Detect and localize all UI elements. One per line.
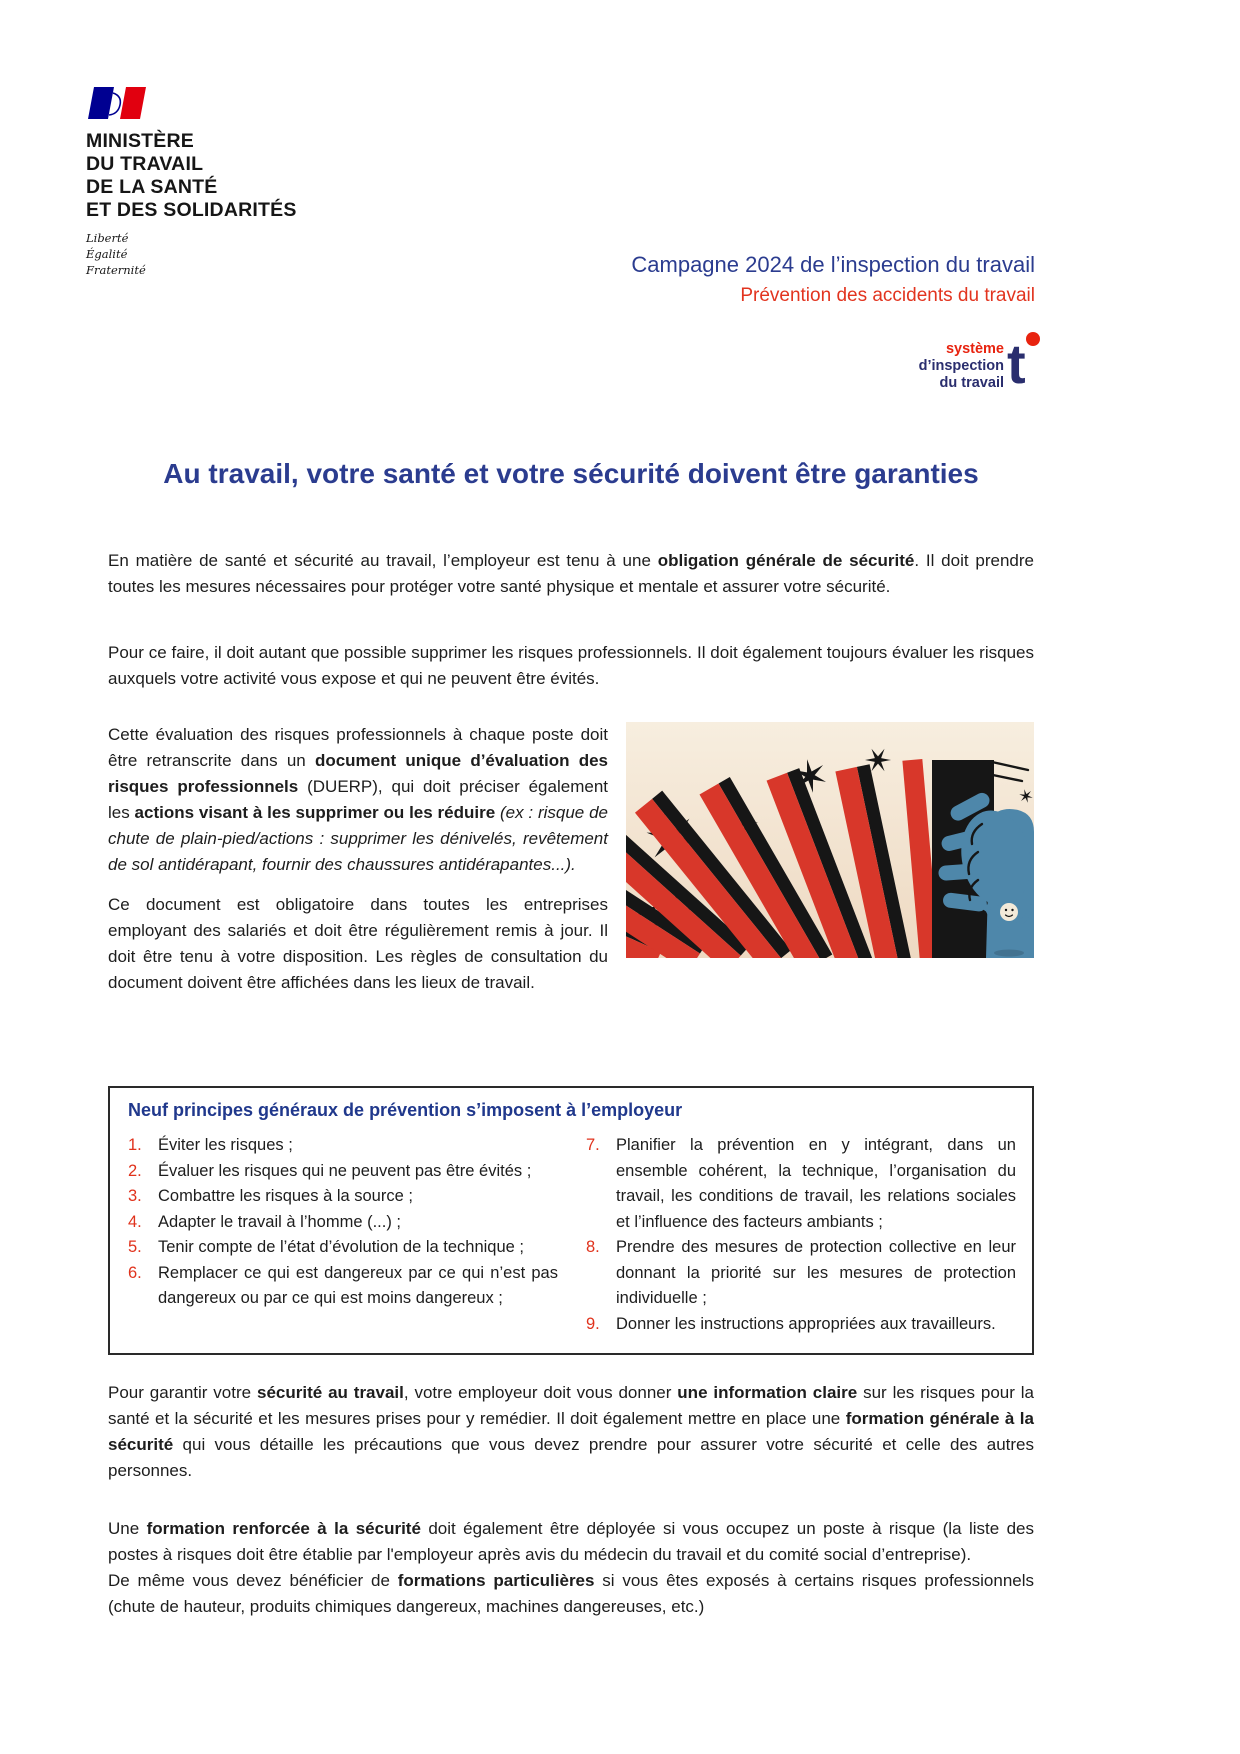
ministry-name-line: DE LA SANTÉ — [86, 176, 218, 198]
campaign-subtitle: Prévention des accidents du travail — [740, 285, 1035, 306]
list-item — [586, 1312, 1016, 1338]
paragraph-formation-renforcee: Une formation renforcée à la sécurité doit également être déployée si vous occupez un poste à risque (la liste des postes à risques doit être établie par l'employeur après avis du médecin du travail et du comité social d’entreprise). — [108, 1519, 1034, 1564]
list-item — [128, 1210, 558, 1236]
principles-column-left — [128, 1133, 558, 1337]
item-text: Tenir compte de l’état d’évolution de la technique ; — [158, 1238, 524, 1256]
item-text: Évaluer les risques qui ne peuvent pas être évités ; — [158, 1161, 532, 1180]
item-number: 3. — [128, 1187, 142, 1205]
item-text: Planifier la prévention en y intégrant, dans un ensemble cohérent, la technique, l’organisation du travail, les conditions de travail, les relations sociales et l’influence des facteurs ambiants ; — [616, 1136, 1016, 1231]
sit-t-icon — [1006, 331, 1042, 391]
principles-columns — [128, 1133, 1016, 1337]
motto-line: Liberté — [86, 231, 129, 245]
ministry-name — [86, 130, 297, 222]
list-item — [128, 1159, 558, 1185]
page-title: Au travail, votre santé et votre sécurité doivent être garanties — [163, 458, 979, 489]
item-number: 8. — [586, 1238, 600, 1256]
paragraph-information-formation: Pour garantir votre sécurité au travail, votre employeur doit vous donner une information claire sur les risques pour la santé et la sécurité et les mesures prises pour y remédier. Il doit également mettre en place une formation générale à la sécurité qui vous détaille les précautions que vous devez prendre pour assurer votre sécurité et celle des autres personnes. — [108, 1383, 1035, 1480]
paragraph-supprimer-risques: Pour ce faire, il doit autant que possible supprimer les risques professionnels. Il doit également toujours évaluer les risques auxquels votre activité vous expose et qui ne peuvent être évités. — [108, 643, 1034, 688]
item-text: Combattre les risques à la source ; — [158, 1187, 413, 1205]
sit-logo-line: système — [945, 341, 1004, 357]
campaign-title: Campagne 2024 de l’inspection du travail — [631, 252, 1035, 277]
svg-text:t: t — [1007, 332, 1026, 391]
campaign-header — [631, 252, 1035, 307]
sit-logo-line: du travail — [939, 375, 1004, 392]
list-item — [128, 1235, 558, 1261]
paragraph-document-obligatoire: Ce document est obligatoire dans toutes les entreprises employant des salariés et doit être régulièrement remis à jour. Il doit être tenu à votre disposition. Les règles de consultation du document doivent être affichées dans les lieux de travail. — [108, 895, 608, 992]
item-number: 1. — [128, 1136, 142, 1154]
principles-box — [108, 1086, 1034, 1355]
item-text: Donner les instructions appropriées aux travailleurs. — [616, 1314, 996, 1333]
illustration-container — [626, 722, 1034, 958]
item-number: 9. — [586, 1314, 600, 1333]
falling-dominoes-stopped-by-hand-illustration — [626, 722, 1034, 958]
principles-box-title: Neuf principes généraux de prévention s’imposent à l’employeur — [128, 1100, 683, 1120]
item-text: Éviter les risques ; — [158, 1136, 293, 1154]
duerp-section — [108, 722, 1034, 996]
item-number: 7. — [586, 1136, 600, 1154]
ministry-name-line: DU TRAVAIL — [86, 153, 204, 175]
sit-logo — [919, 331, 1042, 392]
item-text: Remplacer ce qui est dangereux par ce qui n’est pas dangereux ou par ce qui est moins dangereux ; — [158, 1263, 558, 1307]
principles-column-right — [586, 1133, 1016, 1337]
french-flag-emblem-icon — [86, 84, 150, 122]
list-item — [586, 1133, 1016, 1235]
republic-motto — [86, 230, 297, 278]
paragraph-duerp: Cette évaluation des risques professionnels à chaque poste doit être retranscrite dans un document unique d’évaluation des risques professionnels (DUERP), qui doit préciser également les actions visant à les supprimer ou les réduire (ex : risque de chute de plain-pied/actions : supprimer les dénivelés, revêtement de sol antidérapant, fournir des chaussures antidérapantes...). — [108, 725, 609, 874]
duerp-text-column — [108, 722, 608, 996]
motto-line: Égalité — [86, 247, 128, 262]
sit-logo-line: d’inspection — [918, 358, 1004, 375]
paragraph-formations-particulieres: De même vous devez bénéficier de formations particulières si vous êtes exposés à certains risques professionnels (chute de hauteur, produits chimiques dangereux, machines dangereuses, etc.) — [108, 1571, 1034, 1616]
paragraph-formations-block — [108, 1516, 1034, 1620]
list-item — [128, 1261, 558, 1312]
item-text: Prendre des mesures de protection collective en leur donnant la priorité sur les mesures de protection individuelle ; — [616, 1238, 1016, 1307]
ministry-logo-block — [86, 84, 297, 278]
item-text: Adapter le travail à l’homme (...) ; — [158, 1212, 402, 1231]
item-number: 2. — [128, 1161, 142, 1180]
item-number: 4. — [128, 1212, 142, 1231]
item-number: 5. — [128, 1238, 142, 1256]
paragraph-obligation: En matière de santé et sécurité au travail, l’employeur est tenu à une obligation générale de sécurité. Il doit prendre toutes les mesures nécessaires pour protéger votre santé physique et mentale et assurer votre sécurité. — [108, 551, 1034, 596]
motto-line: Fraternité — [86, 263, 146, 278]
list-item — [128, 1133, 558, 1159]
ministry-name-line: MINISTÈRE — [86, 130, 194, 152]
item-number: 6. — [128, 1263, 142, 1282]
list-item — [586, 1235, 1016, 1312]
list-item — [128, 1184, 558, 1210]
ministry-name-line: ET DES SOLIDARITÉS — [86, 199, 297, 221]
sit-logo-text — [919, 331, 1004, 392]
